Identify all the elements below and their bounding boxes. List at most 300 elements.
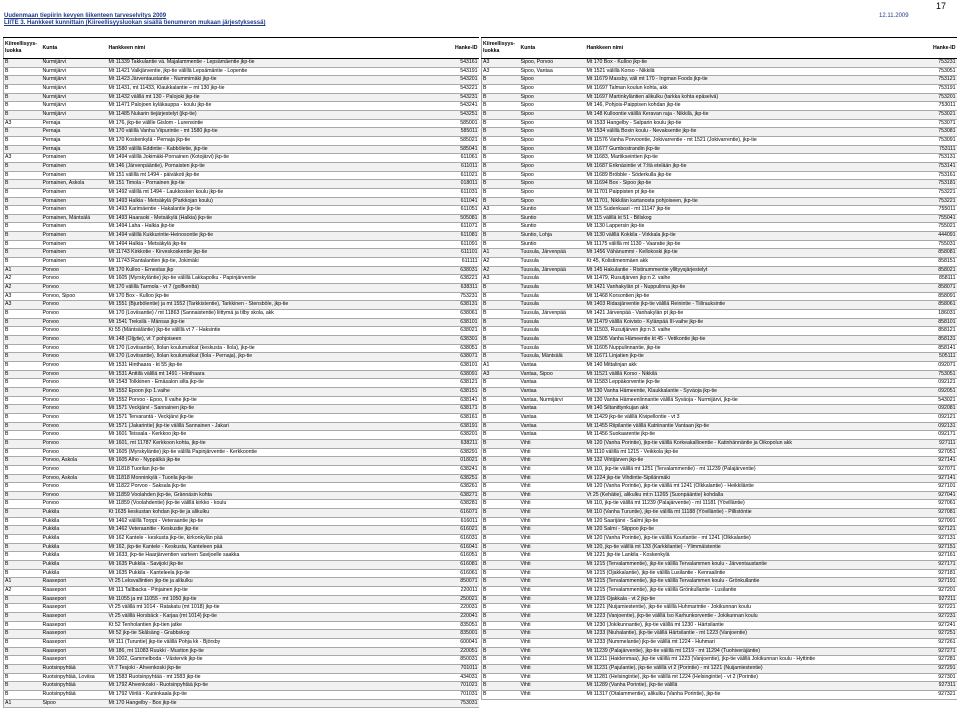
cell-luokka: B xyxy=(4,379,42,388)
cell-luokka: B xyxy=(482,413,520,422)
table-row xyxy=(482,413,957,422)
cell-hankkeen-nimi: Mt 11743 Rantalantien jkp-tie, Jokimäki xyxy=(108,258,437,267)
cell-hankkeen-nimi: Mt 1534 välillä Boxin koulu - Nevaksentie jkp-tie xyxy=(586,128,915,137)
table-row xyxy=(4,102,479,111)
cell-luokka: A3 xyxy=(4,292,42,301)
cell-hanke-id: 753091 xyxy=(915,136,957,145)
cell-hankkeen-nimi: Mt 170 Kulloo - Ernestas jkp xyxy=(108,266,437,275)
cell-hankkeen-nimi: Mt 1493 Halkia - Metsäkylä (Parkkojan koulu) xyxy=(108,197,437,206)
cell-hankkeen-nimi: Mt 162 Kantele - keskusta jkp-tie, kirkonkylän pää xyxy=(108,535,437,544)
table-row xyxy=(482,500,957,509)
cell-hanke-id: 018011 xyxy=(437,180,479,189)
cell-hanke-id: 858071 xyxy=(915,284,957,293)
header-kunta: Kunta xyxy=(42,38,108,59)
cell-hanke-id: 638301 xyxy=(437,336,479,345)
cell-hankkeen-nimi: Mt 11175 välillä mt 1130 - Vaaratie jkp-tie xyxy=(586,240,915,249)
cell-hanke-id: 927291 xyxy=(915,664,957,673)
header-id: Hanke-ID xyxy=(915,38,957,59)
cell-hankkeen-nimi: Mt 11583 Leppäkorventie jkp-tie xyxy=(586,379,915,388)
cell-kunta: Sipoo xyxy=(520,110,586,119)
cell-kunta: Sipoo xyxy=(520,197,586,206)
cell-hanke-id: 927101 xyxy=(915,483,957,492)
cell-hanke-id: 611081 xyxy=(437,232,479,241)
cell-hankkeen-nimi: Mt 1456 Vähänummi - Kellokoski jkp-tie xyxy=(586,249,915,258)
cell-luokka: B xyxy=(4,604,42,613)
cell-kunta: Pornainen xyxy=(42,171,108,180)
cell-hankkeen-nimi: Mt 1215 (Tervalammentie), jkp-tie välillä Tervalammen koulu - Järventaustantie xyxy=(586,561,915,570)
table-row xyxy=(4,396,479,405)
cell-luokka: B xyxy=(482,232,520,241)
table-row xyxy=(482,206,957,215)
cell-hankkeen-nimi: Mt 1494 Halkia - Metsäkylä jkp-tie xyxy=(108,240,437,249)
cell-hankkeen-nimi: Vt 25 välillä Horsbäck - Karjaa (mt 1014) jkp-tie xyxy=(108,613,437,622)
cell-hankkeen-nimi: Mt 11281 (Helsingintie), jkp-tie välillä mt 1224 (Helsingintie) - vt 2 (Porintie) xyxy=(586,673,915,682)
cell-hanke-id: 638101 xyxy=(437,318,479,327)
cell-hankkeen-nimi: Mt 1403 Ridasjärventie jkp-tie välillä Reinintie - Tiilirauksintie xyxy=(586,301,915,310)
table-row xyxy=(4,673,479,682)
cell-hankkeen-nimi: Mt 1223 (Vanjoentie), jkp-tie välillä Iso Karhunkorventie - Jokikunnan koulu xyxy=(586,613,915,622)
cell-kunta: Tuusula xyxy=(520,292,586,301)
cell-hankkeen-nimi: Mt 170 välillä Vanha Viipurintie - mt 1580 jkp-tie xyxy=(108,128,437,137)
cell-hanke-id: 701021 xyxy=(437,682,479,691)
table-row xyxy=(4,465,479,474)
cell-hankkeen-nimi: Mt 1605 Alho - Nyppälkä jkp-tie xyxy=(108,457,437,466)
cell-hanke-id: 600041 xyxy=(437,638,479,647)
table-row xyxy=(4,171,479,180)
cell-hankkeen-nimi: Mt 170 Koskenkylä - Pernaja jkp-tie xyxy=(108,136,437,145)
cell-luokka: B xyxy=(482,310,520,319)
cell-kunta: Vihti xyxy=(520,690,586,699)
cell-hanke-id: 092081 xyxy=(915,405,957,414)
table-row xyxy=(4,413,479,422)
table-row xyxy=(4,405,479,414)
cell-hanke-id: 638131 xyxy=(437,301,479,310)
cell-luokka: B xyxy=(4,240,42,249)
cell-hankkeen-nimi: Mt 11317 (Otalammentie), alikulku (Vanha Porintie), jkp-tie xyxy=(586,690,915,699)
cell-hankkeen-nimi: Mt 1531 Anttilä välillä mt 1491 - Hinthaara xyxy=(108,370,437,379)
cell-kunta: Vantaa xyxy=(520,413,586,422)
table-row xyxy=(4,136,479,145)
table-row xyxy=(482,474,957,483)
cell-kunta: Porvoo xyxy=(42,301,108,310)
table-row xyxy=(4,266,479,275)
cell-kunta: Siuntio, Lohja xyxy=(520,232,586,241)
cell-kunta: Vihti xyxy=(520,621,586,630)
cell-kunta: Vihti xyxy=(520,552,586,561)
cell-hanke-id: 611111 xyxy=(437,258,479,267)
cell-luokka: B xyxy=(482,145,520,154)
cell-kunta: Nurmijärvi xyxy=(42,76,108,85)
cell-kunta: Porvoo xyxy=(42,439,108,448)
cell-luokka: A3 xyxy=(482,370,520,379)
cell-hankkeen-nimi: Mt 1494 Laha - Halkia jkp-tie xyxy=(108,223,437,232)
cell-luokka: B xyxy=(4,682,42,691)
cell-hanke-id: 638281 xyxy=(437,500,479,509)
table-row xyxy=(482,197,957,206)
cell-hanke-id: 638241 xyxy=(437,465,479,474)
cell-luokka: B xyxy=(4,145,42,154)
cell-hanke-id: 638201 xyxy=(437,431,479,440)
header-luokka: Kiireellisyys-luokka xyxy=(482,38,520,59)
cell-hanke-id: 927201 xyxy=(915,587,957,596)
cell-hanke-id: 092171 xyxy=(915,431,957,440)
cell-hankkeen-nimi: Mt 120 (Vanha Porintie), jkp-tie välillä mt 1241 (Olkkalantie) - Heikkiläntie xyxy=(586,483,915,492)
cell-hanke-id: 611031 xyxy=(437,188,479,197)
cell-kunta: Porvoo xyxy=(42,431,108,440)
cell-luokka: B xyxy=(482,353,520,362)
cell-luokka: B xyxy=(4,223,42,232)
cell-luokka: B xyxy=(4,214,42,223)
cell-hanke-id: 858131 xyxy=(915,336,957,345)
cell-kunta: Sipoo xyxy=(520,119,586,128)
cell-hanke-id: 611071 xyxy=(437,223,479,232)
page-number: 17 xyxy=(936,1,947,11)
cell-kunta: Pukkila xyxy=(42,517,108,526)
cell-hanke-id: 755021 xyxy=(915,223,957,232)
cell-kunta: Tuusula xyxy=(520,301,586,310)
table-row xyxy=(482,439,957,448)
cell-hanke-id: 092131 xyxy=(915,422,957,431)
cell-hanke-id: 250021 xyxy=(437,595,479,604)
cell-hankkeen-nimi: Mt 11689 Bröbble - Söderkulla jkp-tie xyxy=(586,171,915,180)
cell-luokka: B xyxy=(482,491,520,500)
cell-luokka: B xyxy=(4,197,42,206)
cell-luokka: A2 xyxy=(4,275,42,284)
table-row xyxy=(4,448,479,457)
cell-hanke-id: 753031 xyxy=(437,699,479,708)
cell-kunta: Raasepori xyxy=(42,630,108,639)
cell-hankkeen-nimi: Mt 1233 (Niuhalantie), jkp-tie välillä Härtsilantie - mt 1223 (Vanjoentie) xyxy=(586,630,915,639)
cell-hankkeen-nimi: Mt 1494 välillä Jokimäki-Pornainen (Kotojärvi) jkp-tie xyxy=(108,154,437,163)
cell-hankkeen-nimi: Mt 11701 Paippisten pt jkp-tie xyxy=(586,188,915,197)
cell-luokka: B xyxy=(4,353,42,362)
cell-luokka: B xyxy=(4,344,42,353)
cell-hanke-id: 753201 xyxy=(915,93,957,102)
cell-hankkeen-nimi: Mt 11429 jkp-tie välillä Kivipellontie - vt 3 xyxy=(586,413,915,422)
cell-hankkeen-nimi: Mt 1215 Ojakkala - vt 2 jkp-tie xyxy=(586,595,915,604)
cell-kunta: Tuusula xyxy=(520,344,586,353)
cell-hanke-id: 858121 xyxy=(915,327,957,336)
cell-hanke-id: 927111 xyxy=(915,439,957,448)
cell-kunta: Vihti xyxy=(520,535,586,544)
title-line-2: LIITE 3. Hankkeet kunnittain (Kiireellisyysluokan sisällä tienumeron mukaan järjestyksessä) xyxy=(4,20,266,27)
cell-hankkeen-nimi: Mt 11456 Suokaarentie jkp-tie xyxy=(586,431,915,440)
cell-hankkeen-nimi: Mt 148 Kulloontie välillä Keravan raja - Nikkilä, jkp-tie xyxy=(586,110,915,119)
cell-kunta: Tuusula, Järvenpää xyxy=(520,266,586,275)
cell-luokka: B xyxy=(482,647,520,656)
cell-hankkeen-nimi: Mt 1792 Ahvenkoski - Ruotsinpyhtää jkp-tie xyxy=(108,682,437,691)
cell-hanke-id: 092121 xyxy=(915,413,957,422)
cell-hankkeen-nimi: Mt 11339 Takkulantie vä. Majalammentie - Lepsämäentie jkp-tie xyxy=(108,59,437,68)
cell-hanke-id: 638191 xyxy=(437,422,479,431)
table-row xyxy=(482,284,957,293)
cell-hanke-id: 611041 xyxy=(437,197,479,206)
cell-hanke-id: 753081 xyxy=(915,128,957,137)
cell-hanke-id: 927161 xyxy=(915,552,957,561)
table-row xyxy=(482,370,957,379)
cell-kunta: Tuusula xyxy=(520,258,586,267)
cell-kunta: Pornainen xyxy=(42,258,108,267)
cell-kunta: Pornainen xyxy=(42,162,108,171)
cell-hankkeen-nimi: Mt 11239 (Palajärventie), jkp-tie välillä mt 1219 - mt 11294 (Tuohiveräjäntie) xyxy=(586,647,915,656)
cell-kunta: Pornainen xyxy=(42,154,108,163)
cell-hanke-id: 543201 xyxy=(437,76,479,85)
cell-luokka: B xyxy=(482,543,520,552)
cell-hanke-id: 638021 xyxy=(437,327,479,336)
table-row xyxy=(482,162,957,171)
cell-luokka: A3 xyxy=(482,275,520,284)
cell-hankkeen-nimi: Mt 145 Hakulantie - Ristinummentie yllityysjärjestelyt xyxy=(586,266,915,275)
table-row xyxy=(482,535,957,544)
cell-hanke-id: 753051 xyxy=(915,67,957,76)
cell-hankkeen-nimi: Mt 1543 Tolkkinen - Emäsalon silta jkp-tie xyxy=(108,379,437,388)
cell-kunta: Pukkila xyxy=(42,569,108,578)
cell-hanke-id: 753231 xyxy=(915,59,957,68)
cell-kunta: Pukkila xyxy=(42,526,108,535)
table-row xyxy=(4,561,479,570)
cell-luokka: B xyxy=(4,232,42,241)
cell-luokka: B xyxy=(482,422,520,431)
table-row xyxy=(4,310,479,319)
cell-kunta: Raasepori xyxy=(42,578,108,587)
table-row xyxy=(4,188,479,197)
table-row xyxy=(4,379,479,388)
cell-hanke-id: 927171 xyxy=(915,561,957,570)
cell-hankkeen-nimi: Mt 1605 (Myrskyläntie) jkp-tie välillä Papinjärventie - Kerkkoontie xyxy=(108,448,437,457)
table-row xyxy=(4,361,479,370)
cell-luokka: B xyxy=(4,67,42,76)
cell-kunta: Vantaa xyxy=(520,422,586,431)
cell-hankkeen-nimi: Mt 1215 (Tervalammentie), jkp-tie välillä Grönkullantie - Lusilantie xyxy=(586,587,915,596)
cell-luokka: B xyxy=(482,569,520,578)
cell-luokka: B xyxy=(4,327,42,336)
cell-hankkeen-nimi: Mt 11822 Porvoo - Saksala jkp-tie xyxy=(108,483,437,492)
table-row xyxy=(4,656,479,665)
cell-luokka: A1 xyxy=(4,578,42,587)
cell-luokka: B xyxy=(4,370,42,379)
cell-kunta: Porvoo xyxy=(42,448,108,457)
table-row xyxy=(4,682,479,691)
cell-hankkeen-nimi: Mt 11455 Riipilantie välillä Katriinantie Vantaan jkp-tie xyxy=(586,422,915,431)
cell-hankkeen-nimi: Mt 11471 Palojoen kyläkauppa - koulu jkp-tie xyxy=(108,102,437,111)
cell-kunta: Pornainen xyxy=(42,188,108,197)
cell-luokka: B xyxy=(4,543,42,552)
cell-kunta: Pornainen xyxy=(42,197,108,206)
cell-hankkeen-nimi: Mt 170 välillä Tarmola - vt 7 (golfkenttä) xyxy=(108,284,437,293)
cell-luokka: B xyxy=(4,180,42,189)
cell-kunta: Raasepori xyxy=(42,587,108,596)
cell-hankkeen-nimi: Mt 1224 jkp-tie Vihdintie-Sipilänmäki xyxy=(586,474,915,483)
cell-hanke-id: 186031 xyxy=(915,310,957,319)
cell-hanke-id: 611021 xyxy=(437,171,479,180)
cell-hanke-id: 753141 xyxy=(915,162,957,171)
cell-luokka: B xyxy=(4,517,42,526)
cell-hankkeen-nimi: Mt 1605 (Myrskyläntie) jkp-tie välillä Lakkapolku - Papinjärventie xyxy=(108,275,437,284)
cell-luokka: B xyxy=(4,93,42,102)
cell-luokka: B xyxy=(4,474,42,483)
cell-luokka: B xyxy=(482,595,520,604)
cell-kunta: Vihti xyxy=(520,543,586,552)
cell-kunta: Vihti xyxy=(520,638,586,647)
cell-luokka: A2 xyxy=(482,258,520,267)
table-row xyxy=(482,638,957,647)
table-row xyxy=(4,457,479,466)
cell-luokka: B xyxy=(4,136,42,145)
cell-luokka: B xyxy=(482,197,520,206)
cell-kunta: Vantaa, Sipoo xyxy=(520,370,586,379)
cell-luokka: B xyxy=(482,578,520,587)
cell-luokka: A1 xyxy=(482,249,520,258)
cell-luokka: B xyxy=(482,690,520,699)
table-row xyxy=(4,119,479,128)
cell-luokka: B xyxy=(482,613,520,622)
table-row xyxy=(482,509,957,518)
cell-kunta: Pornainen, Mäntsälä xyxy=(42,214,108,223)
table-row xyxy=(4,110,479,119)
cell-luokka: B xyxy=(4,128,42,137)
cell-luokka: B xyxy=(482,535,520,544)
cell-hankkeen-nimi: Mt 1635 Pukkila - Savijoki jkp-tie xyxy=(108,561,437,570)
cell-kunta: Porvoo xyxy=(42,465,108,474)
table-row xyxy=(482,621,957,630)
cell-hankkeen-nimi: Mt 11468 Korsontien jkp-tie xyxy=(586,292,915,301)
table-row xyxy=(482,240,957,249)
cell-kunta: Porvoo xyxy=(42,387,108,396)
document-title xyxy=(4,13,265,27)
cell-hanke-id: 753131 xyxy=(915,154,957,163)
table-row xyxy=(482,387,957,396)
cell-kunta: Vantaa xyxy=(520,379,586,388)
cell-hankkeen-nimi: Mt 132 Vihtijärven jkp-tie xyxy=(586,457,915,466)
cell-hankkeen-nimi: Mt 1601, mt 11787 Kerkkoon kohta, jkp-tie xyxy=(108,439,437,448)
cell-hanke-id: 585011 xyxy=(437,128,479,137)
cell-kunta: Pornainen xyxy=(42,206,108,215)
cell-kunta: Vihti xyxy=(520,500,586,509)
cell-hanke-id: 638161 xyxy=(437,413,479,422)
table-row xyxy=(482,491,957,500)
cell-hankkeen-nimi: Mt 1635 Pukkila - Kanteleela jkp-tie xyxy=(108,569,437,578)
cell-hanke-id: 543191 xyxy=(437,67,479,76)
cell-luokka: B xyxy=(482,93,520,102)
cell-hankkeen-nimi: Mt 11743 Kirkkotie - Kirveskoskentie jkp-tie xyxy=(108,249,437,258)
cell-luokka: B xyxy=(4,439,42,448)
cell-hanke-id: 927221 xyxy=(915,604,957,613)
cell-hanke-id: 616021 xyxy=(437,526,479,535)
cell-hankkeen-nimi: Kt 1635 keskustan kohdan jkp-tie ja alikulku xyxy=(108,509,437,518)
cell-luokka: B xyxy=(4,361,42,370)
cell-luokka: B xyxy=(482,188,520,197)
cell-kunta: Porvoo xyxy=(42,413,108,422)
cell-kunta: Vihti xyxy=(520,604,586,613)
cell-kunta: Raasepori xyxy=(42,621,108,630)
cell-luokka: B xyxy=(482,656,520,665)
cell-hankkeen-nimi: Mt 1493 Karimäentie - Hakalantie jkp-tie xyxy=(108,206,437,215)
cell-hanke-id: 753121 xyxy=(915,76,957,85)
cell-kunta: Tuusula xyxy=(520,284,586,293)
table-row xyxy=(482,258,957,267)
table-row xyxy=(4,474,479,483)
table-row xyxy=(482,431,957,440)
cell-hankkeen-nimi: Mt 110, jkp-tie välillä mt 11239 (Palajärventie) - mt 11181 (Yövilläntie) xyxy=(586,500,915,509)
cell-luokka: A2 xyxy=(4,587,42,596)
cell-hanke-id: 753191 xyxy=(915,84,957,93)
table-row xyxy=(4,621,479,630)
cell-luokka: B xyxy=(4,76,42,85)
cell-luokka: B xyxy=(482,621,520,630)
cell-kunta: Ruotsinpyhtää, Loviisa xyxy=(42,673,108,682)
cell-kunta: Porvoo xyxy=(42,396,108,405)
table-row xyxy=(482,93,957,102)
cell-hanke-id: 616081 xyxy=(437,561,479,570)
cell-hanke-id: 753221 xyxy=(915,188,957,197)
cell-hanke-id: 753011 xyxy=(915,102,957,111)
cell-luokka: A1 xyxy=(4,266,42,275)
table-row xyxy=(4,630,479,639)
cell-hanke-id: 638151 xyxy=(437,387,479,396)
cell-hankkeen-nimi: Mt 1110 välillä mt 1215 - Veikkola jkp-tie xyxy=(586,448,915,457)
table-row xyxy=(4,569,479,578)
cell-kunta: Pukkila xyxy=(42,509,108,518)
cell-hankkeen-nimi: Mt 1541 Treksilä - Mänsas jkp-tie xyxy=(108,318,437,327)
cell-kunta: Porvoo xyxy=(42,405,108,414)
cell-luokka: A3 xyxy=(482,206,520,215)
cell-hanke-id: 927321 xyxy=(915,690,957,699)
cell-hankkeen-nimi: Mt 1215 (Ojakkalantie), jkp-tie välillä Lusilantie - Kenraalintie xyxy=(586,569,915,578)
cell-hanke-id: 543251 xyxy=(437,110,479,119)
cell-luokka: B xyxy=(4,431,42,440)
header-id: Hanke-ID xyxy=(437,38,479,59)
cell-luokka: A1 xyxy=(4,699,42,708)
cell-luokka: B xyxy=(4,526,42,535)
cell-hankkeen-nimi: Mt 120 Salmi - Siippoo jkp-tie xyxy=(586,526,915,535)
cell-luokka: B xyxy=(4,656,42,665)
cell-kunta: Porvoo xyxy=(42,379,108,388)
cell-luokka: B xyxy=(4,422,42,431)
cell-hanke-id: 927191 xyxy=(915,578,957,587)
cell-kunta: Sipoo xyxy=(520,180,586,189)
cell-hanke-id: 755041 xyxy=(915,214,957,223)
cell-hanke-id: 927071 xyxy=(915,465,957,474)
table-row xyxy=(482,188,957,197)
cell-luokka: B xyxy=(482,396,520,405)
cell-hanke-id: 616071 xyxy=(437,509,479,518)
cell-hanke-id: 444091 xyxy=(915,232,957,241)
cell-kunta: Porvoo xyxy=(42,275,108,284)
cell-hankkeen-nimi: Mt 186, mt 11083 Ruukki - Mustion jkp-tie xyxy=(108,647,437,656)
cell-luokka: B xyxy=(482,318,520,327)
cell-hanke-id: 092121 xyxy=(915,379,957,388)
table-row xyxy=(4,249,479,258)
cell-luokka: B xyxy=(482,405,520,414)
cell-luokka: B xyxy=(482,431,520,440)
cell-hankkeen-nimi: Mt 115 Sudenkaari - mt 11147 jkp-tie xyxy=(586,206,915,215)
cell-hankkeen-nimi: Mt 1571 (Jakarintie) jkp-tie välillä Sannainen - Jakari xyxy=(108,422,437,431)
cell-luokka: B xyxy=(482,154,520,163)
table-row xyxy=(482,361,957,370)
cell-hanke-id: 611011 xyxy=(437,162,479,171)
cell-hankkeen-nimi: Mt 151 Timola - Pornainen jkp-tie xyxy=(108,180,437,189)
cell-hankkeen-nimi: Mt 11697 Martinkyläntien alikulku (tarkka kohta epäselvä) xyxy=(586,93,915,102)
cell-hankkeen-nimi: Mt 115 välillä kt 51 - Billskog xyxy=(586,214,915,223)
cell-hanke-id: 753051 xyxy=(915,370,957,379)
cell-hankkeen-nimi: Mt 1493 Haaraoki - Metsäkylä (Halkia) jkp-tie xyxy=(108,214,437,223)
cell-kunta: Vihti xyxy=(520,483,586,492)
cell-luokka: B xyxy=(482,604,520,613)
cell-kunta: Porvoo xyxy=(42,491,108,500)
cell-hankkeen-nimi: Mt 11694 Box - Sipoo jkp-tie xyxy=(586,180,915,189)
cell-kunta: Pernaja xyxy=(42,145,108,154)
table-row xyxy=(4,491,479,500)
